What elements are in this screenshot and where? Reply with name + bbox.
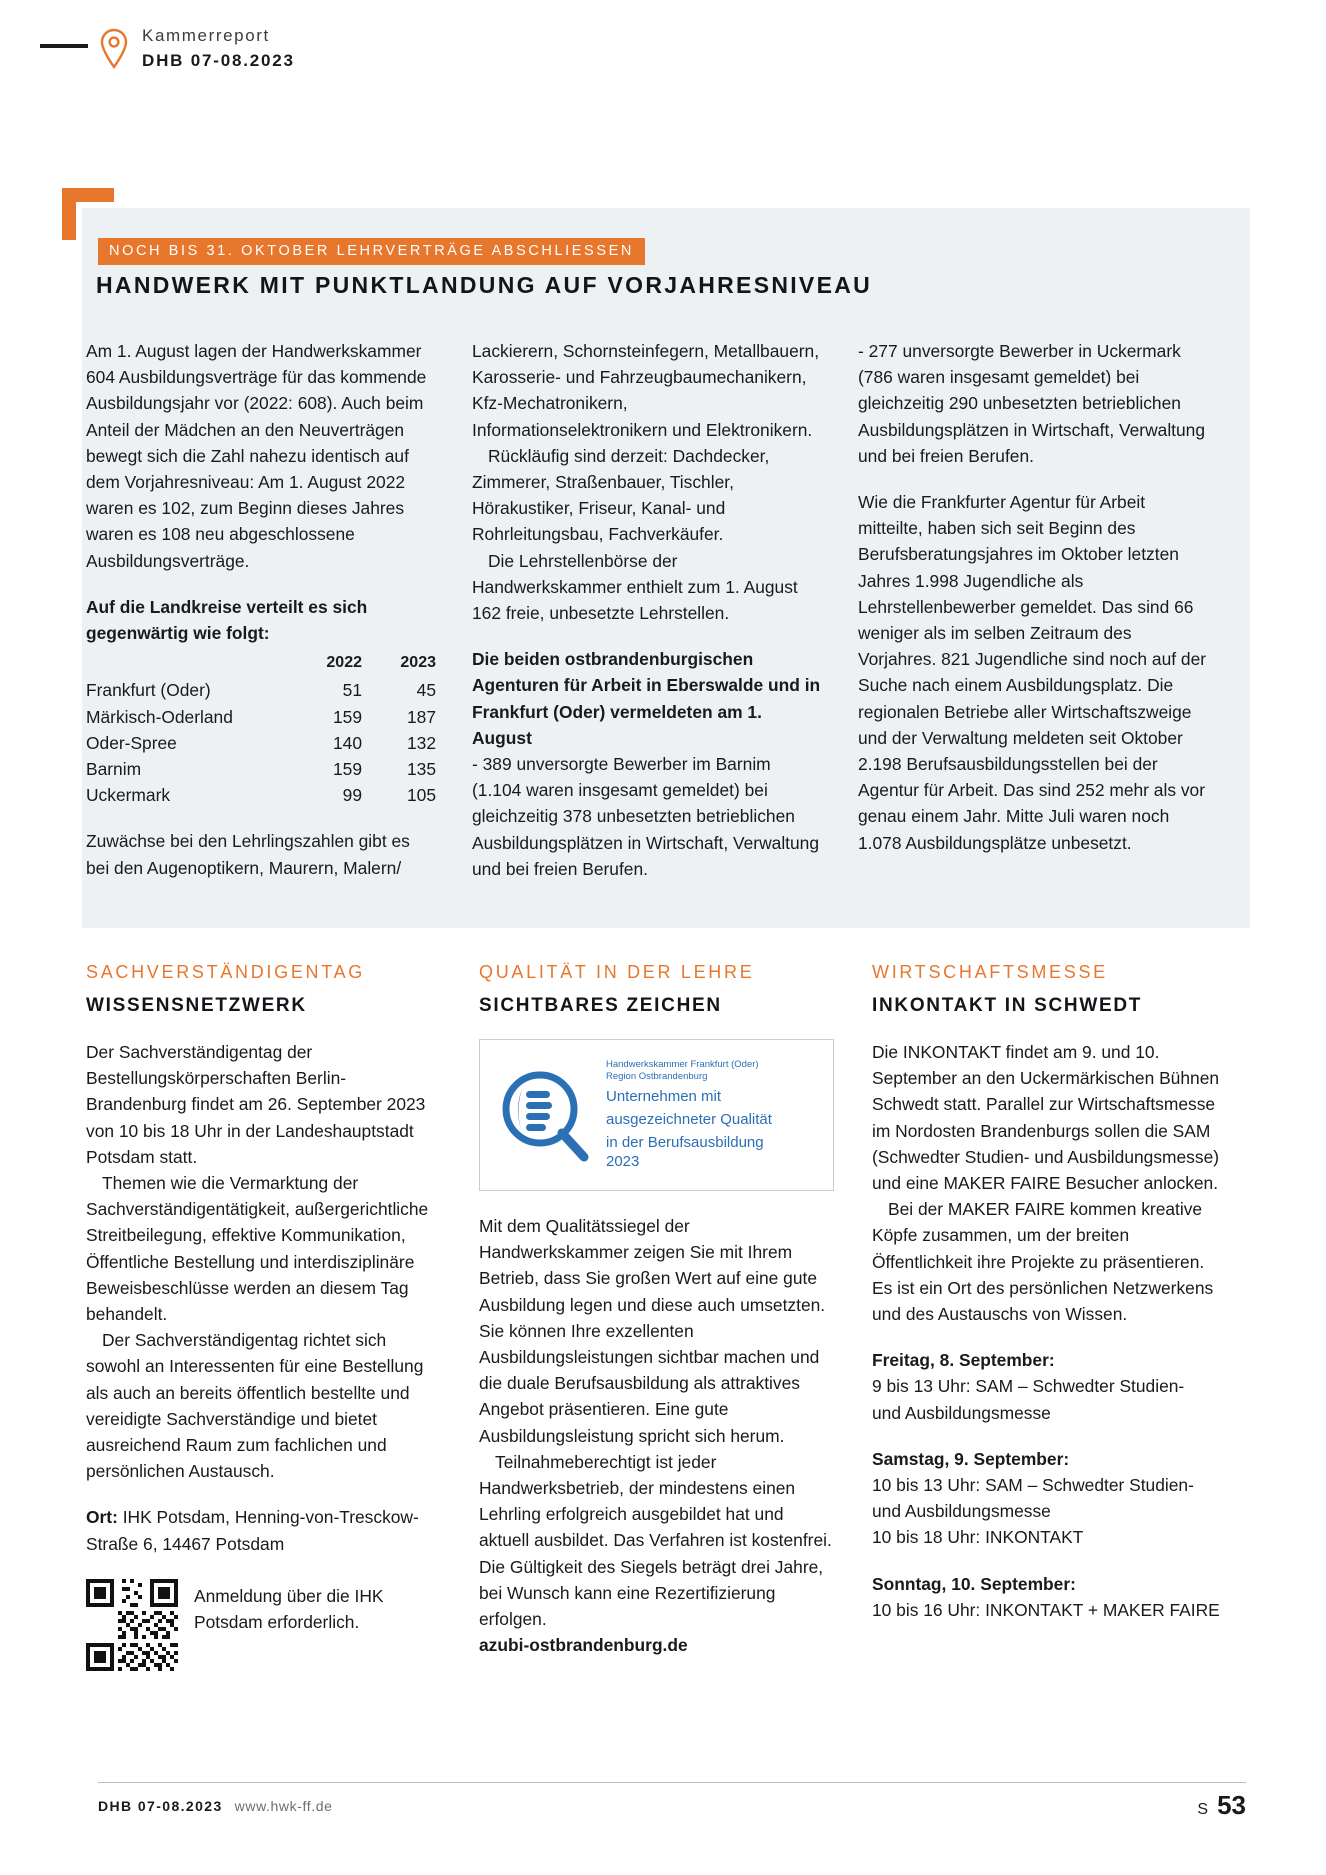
paragraph: Rückläufig sind derzeit: Dachdecker, Zimmerer, Straßenbauer, Tischler, Hörakustiker, Friseur, Kanal- und Rohrleitungsbau, Fachverkäufer. [472, 445, 770, 545]
section-body [86, 1039, 443, 1671]
table-row [86, 677, 436, 703]
table-cell-2023: 135 [406, 759, 436, 780]
seal-main-line-3: in der Berufsausbildung [606, 1134, 764, 1151]
table-row [86, 756, 436, 782]
footer-left [98, 1798, 332, 1814]
article-column-1 [86, 338, 472, 882]
table-cell-region: Frankfurt (Oder) [86, 680, 211, 701]
page-number: 53 [1217, 1790, 1246, 1820]
paragraph: Lackierern, Schornsteinfegern, Metallbauern, Karosserie- und Fahrzeugbaumechanikern, Kfz-Mechatronikern, Informationselektronikern und Elektronikern. [472, 341, 820, 440]
ort-label: Ort: [86, 1507, 118, 1528]
lower-sections [86, 962, 1266, 1671]
article-column-2 [472, 338, 858, 882]
table-col-region [86, 650, 288, 677]
article-column-3 [858, 338, 1244, 882]
paragraph: Am 1. August lagen der Handwerkskammer 604 Ausbildungsverträge für das kommende Ausbildungsjahr vor (2022: 608). Auch beim Anteil der Mädchen an den Neuverträgen bewegt sich die Zahl nahezu identisch auf dem Vorjahresniveau: Am 1. August 2022 waren es 102, zum Beginn dieses Jahres waren es 108 neu abgeschlossene Ausbildungsverträge. [86, 341, 427, 571]
paragraph: - 389 unversorgte Bewerber im Barnim (1.104 waren insgesamt gemeldet) bei gleichzeitig 378 unbesetzten betrieblichen Ausbildungsplätzen in Wirtschaft, Verwaltung und bei freien Berufen. [472, 754, 820, 879]
table-row [86, 730, 436, 756]
section-kicker: SACHVERSTÄNDIGENTAG [86, 962, 365, 982]
seal-org-line-2: Region Ostbrandenburg [606, 1071, 708, 1082]
seal-main-line-2: ausgezeichneter Qualität [606, 1111, 772, 1128]
day-line: und Ausbildungsmesse [872, 1402, 1051, 1423]
table-cell-2023: 45 [416, 680, 436, 701]
seal-main-line-1: Unternehmen mit [606, 1088, 722, 1105]
quality-seal-image [479, 1039, 834, 1191]
table-cell-region: Uckermark [86, 785, 171, 806]
seal-org-line-1: Handwerkskammer Frankfurt (Oder) [606, 1059, 759, 1070]
table-cell-2022: 140 [332, 732, 362, 753]
article-columns [86, 338, 1246, 882]
paragraph: Themen wie die Vermarktung der Sachverständigentätigkeit, außergerichtliche Streitbeilegung, effektive Kommunikation, Öffentliche Bestellung und interdisziplinäre Beweisbeschlüsse werden an diesem Tag behandelt. [86, 1173, 429, 1325]
paragraph: Die Lehrstellenbörse der Handwerkskammer enthielt zum 1. August 162 freie, unbesetzte Lehrstellen. [472, 550, 798, 624]
page-prefix: S [1197, 1801, 1210, 1818]
table-cell-2023: 105 [406, 785, 436, 806]
paragraph: Zuwächse bei den Lehrlingszahlen gibt es bei den Augenoptikern, Maurern, Malern/ [86, 831, 410, 878]
section-link[interactable]: azubi-ostbrandenburg.de [479, 1635, 688, 1656]
section-title: WISSENSNETZWERK [86, 995, 307, 1016]
ort-line [86, 1504, 443, 1556]
seal-text [606, 1059, 772, 1171]
day-label: Freitag, 8. September: [872, 1350, 1055, 1371]
section-kicker: QUALITÄT IN DER LEHRE [479, 962, 755, 982]
kammerreport-label: Kammerreport [142, 26, 270, 45]
paragraph: Die INKONTAKT findet am 9. und 10. September an den Uckermärkischen Bühnen Schwedt statt. Parallel zur Wirtschaftsmesse im Nordosten Brandenburgs sollen die SAM (Schwedter Studien- und Ausbildungsmesse) und eine MAKER FAIRE Besucher anlocken. [872, 1042, 1220, 1194]
table-cell-2022: 159 [332, 759, 362, 780]
section-wirtschaftsmesse [872, 962, 1265, 1671]
paragraph: Der Sachverständigentag richtet sich sowohl an Interessenten für eine Bestellung als auch an bereits öffentlich bestellte und vereidigte Sachverständige und bietet ausreichend Raum zum fachlichen und persönlichen Austausch. [86, 1330, 424, 1482]
qr-caption: Anmeldung über die IHK Potsdam erforderlich. [194, 1585, 384, 1633]
paragraph: Wie die Frankfurter Agentur für Arbeit mitteilte, haben sich seit Beginn des Berufsberatungsjahres im Oktober letzten Jahres 1.998 Jugendliche als Lehrstellenbewerber gemeldet. Das sind 66 weniger als im selben Zeitraum des Vorjahres. 821 Jugendliche sind noch auf der Suche nach einem Ausbildungsplatz. Die regionalen Betriebe aller Wirtschaftszweige und der Verwaltung meldeten seit Oktober 2.198 Berufsausbildungsstellen bei der Agentur für Arbeit. Das sind 252 mehr als vor genau einem Jahr. Mitte Juli waren noch 1.078 Ausbildungsplätze unbesetzt. [858, 492, 1207, 853]
section-title: INKONTAKT IN SCHWEDT [872, 995, 1143, 1016]
paragraph: - 277 unversorgte Bewerber in Uckermark (786 waren insgesamt gemeldet) bei gleichzeitig 290 unbesetzten betrieblichen Ausbildungsplätzen in Wirtschaft, Verwaltung und bei freien Berufen. [858, 341, 1206, 466]
paragraph: Mit dem Qualitätssiegel der Handwerkskammer zeigen Sie mit Ihrem Betrieb, dass Sie großen Wert auf eine gute Ausbildung legen und diese auch umsetzten. Sie können Ihre exzellenten Ausbildungsleistungen sichtbar machen und die duale Berufsausbildung als attraktives Angebot präsentieren. Eine gute Ausbildungsleistung spricht sich herum. [479, 1216, 826, 1446]
footer-page [1197, 1790, 1246, 1821]
header-rule [40, 44, 88, 48]
seal-hand-magnifier-icon [492, 1063, 596, 1167]
footer-url[interactable]: www.hwk-ff.de [234, 1798, 333, 1814]
section-title: SICHTBARES ZEICHEN [479, 995, 722, 1016]
table-cell-region: Oder-Spree [86, 732, 177, 753]
footer-divider [98, 1782, 1246, 1783]
qr-block [86, 1579, 443, 1671]
section-qualitaet-in-der-lehre [479, 962, 872, 1671]
location-pin-icon [100, 28, 128, 70]
footer-issue: DHB 07-08.2023 [98, 1798, 223, 1814]
day-line: und Ausbildungsmesse [872, 1501, 1051, 1522]
table-cell-region: Barnim [86, 759, 142, 780]
issue-label: DHB 07-08.2023 [142, 51, 295, 70]
section-sachverstaendigentag [86, 962, 479, 1671]
table-cell-region: Märkisch-Oderland [86, 706, 233, 727]
seal-year: 2023 [606, 1153, 640, 1170]
table-row [86, 704, 436, 730]
table-col-2022: 2022 [326, 654, 362, 672]
table-row [86, 782, 436, 808]
table-header-row [86, 650, 436, 677]
table-cell-2023: 132 [406, 732, 436, 753]
landkreise-table [86, 650, 436, 808]
table-cell-2023: 187 [406, 706, 436, 727]
section-kicker: WIRTSCHAFTSMESSE [872, 962, 1108, 982]
paragraph: Der Sachverständigentag der Bestellungskörperschaften Berlin-Brandenburg findet am 26. September 2023 von 10 bis 18 Uhr in der Landeshauptstadt Potsdam statt. [86, 1042, 426, 1167]
article-headline: HANDWERK MIT PUNKTLANDUNG AUF VORJAHRESNIVEAU [96, 272, 873, 298]
day-line: 10 bis 16 Uhr: INKONTAKT + MAKER FAIRE [872, 1599, 1220, 1620]
paragraph: Bei der MAKER FAIRE kommen kreative Köpfe zusammen, um der breiten Öffentlichkeit ihre Projekte zu präsentieren. Es ist ein Ort des persönlichen Netzwerkens und des Austauschs von Wissen. [872, 1199, 1214, 1325]
table-col-2023: 2023 [400, 654, 436, 672]
day-line: 9 bis 13 Uhr: SAM – Schwedter Studien- [872, 1376, 1185, 1397]
table-cell-2022: 159 [332, 706, 362, 727]
landkreise-subhead: Auf die Landkreise verteilt es sich gegenwärtig wie folgt: [86, 596, 368, 644]
day-line: 10 bis 18 Uhr: INKONTAKT [872, 1527, 1084, 1548]
table-cell-2022: 51 [342, 680, 362, 701]
qr-code-icon[interactable] [86, 1579, 178, 1671]
article-kicker: NOCH BIS 31. OKTOBER LEHRVERTRÄGE ABSCHLIESSEN [98, 238, 645, 265]
day-line: 10 bis 13 Uhr: SAM – Schwedter Studien- [872, 1475, 1194, 1496]
section-body [479, 1213, 836, 1658]
page-header [100, 26, 295, 71]
section-body [872, 1039, 1229, 1623]
day-label: Sonntag, 10. September: [872, 1573, 1076, 1594]
day-label: Samstag, 9. September: [872, 1448, 1070, 1469]
paragraph: Teilnahmeberechtigt ist jeder Handwerksbetrieb, der mindestens einen Lehrling erfolgreich ausgebildet hat und aktuell ausbildet. Das Verfahren ist kostenfrei. Die Gültigkeit des Siegels beträgt drei Jahre, bei Wunsch kann eine Rezertifizierung erfolgen. [479, 1451, 832, 1630]
ort-value: IHK Potsdam, Henning-von-Tresckow-Straße 6, 14467 Potsdam [86, 1507, 419, 1554]
table-cell-2022: 99 [342, 785, 362, 806]
agenturen-subhead: Die beiden ostbrandenburgischen Agenturen für Arbeit in Eberswalde und in Frankfurt (Oder) vermeldeten am 1. August [472, 649, 821, 748]
